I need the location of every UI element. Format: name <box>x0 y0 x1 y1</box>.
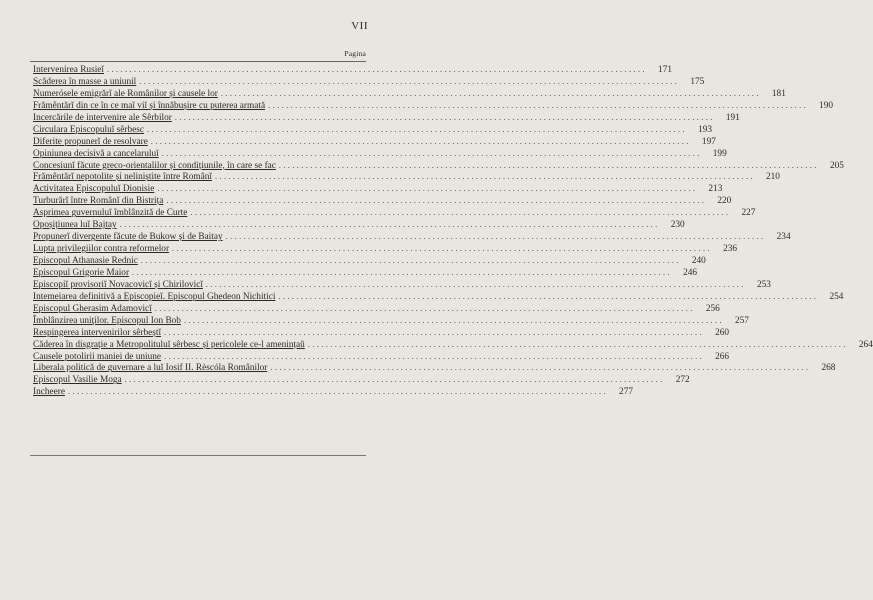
toc-entry-page: 205 <box>829 160 844 171</box>
toc-entry <box>33 100 834 112</box>
dot-leader: ........................................................................................................................ <box>214 172 755 182</box>
bottom-rule <box>30 455 366 456</box>
toc-entry-title: Căderea în disgrație a Metropolituluĭ sêrbesc și pericolele ce-l amenințaŭ <box>33 339 305 350</box>
toc-entry-title: Causele potolirii maniei de uniune <box>33 351 162 362</box>
toc-entry-title: Scăderea în masse a uniunil <box>33 76 137 87</box>
toc-entry <box>33 291 844 303</box>
toc-entry-title: Circulara Episcopuluĭ sêrbesc <box>33 124 145 135</box>
toc-entry-page: 234 <box>776 232 791 243</box>
page-column-heading: Pagina <box>344 49 366 58</box>
dot-leader: ........................................................................................................................ <box>164 351 705 361</box>
dot-leader: ........................................................................................................................ <box>161 148 702 158</box>
toc-entry-title: Episcopul Gherasim Adamovicĭ <box>33 303 152 314</box>
toc-entry <box>33 339 873 351</box>
dot-leader: ........................................................................................................................ <box>205 279 746 289</box>
dot-leader: ........................................................................................................................ <box>150 136 691 146</box>
toc-entry-page: 213 <box>708 184 723 195</box>
toc-entry-page: 253 <box>756 279 771 290</box>
toc-entry-title: Opoșițiunea luĭ Bajtay <box>33 220 117 231</box>
toc-entry-title: Asprimea guvernuluĭ îmblânzită de Curte <box>33 208 188 219</box>
toc-entry-title: Intemeiarea definitivă a Episcopieĭ. Episcopul Ghedeon Nichitici <box>33 291 276 302</box>
toc-entry <box>33 124 713 136</box>
toc-entry <box>33 64 672 76</box>
toc-entry-title: Concesiunĭ făcute greco-orientalilor și condițiunile, în care se fac <box>33 160 276 171</box>
toc-entry-title: Episcopul Grigorie Maior <box>33 267 130 278</box>
toc-entry-page: 181 <box>771 88 786 99</box>
toc-entry <box>33 374 690 386</box>
dot-leader: ........................................................................................................................ <box>183 315 724 325</box>
toc-entry-title: Turburărĭ între Românĭ din Bistrița <box>33 196 164 207</box>
toc-entry <box>33 327 730 339</box>
toc-entry-title: Episcopul Vasilie Moga <box>33 375 122 386</box>
toc-entry <box>33 76 705 88</box>
toc-entry-title: Opiniunea decisivă a cancelaruluĭ <box>33 148 159 159</box>
page-number: VII <box>351 20 368 32</box>
toc-entry-page: 191 <box>725 112 740 123</box>
dot-leader: ........................................................................................................................ <box>139 76 680 86</box>
dot-leader: ........................................................................................................................ <box>119 220 660 230</box>
toc-entry-page: 277 <box>619 387 633 398</box>
toc-entry-title: Intervenirea Rusieĭ <box>33 65 104 75</box>
dot-leader: ........................................................................................................................ <box>164 327 705 337</box>
dot-leader: ........................................................................................................................ <box>190 208 731 218</box>
toc-entry-title: Incercările de intervenire ale Sêrbilor <box>33 112 172 123</box>
toc-entry-page: 256 <box>705 303 720 314</box>
dot-leader: ........................................................................................................................ <box>132 267 673 277</box>
toc-entry <box>33 183 723 195</box>
toc-entry-title: Episcopul Athanasie Rednic <box>33 256 138 266</box>
dot-leader: ........................................................................................................................ <box>225 232 766 242</box>
toc-entry <box>33 195 732 207</box>
dot-leader: ........................................................................................................................ <box>68 387 608 397</box>
dot-leader: ........................................................................................................................ <box>154 303 695 313</box>
toc-entry-title: Incheere <box>33 387 65 398</box>
toc-entry-title: Diferite propunerĭ de resolvare <box>33 136 148 147</box>
toc-entry-title: Activitatea Episcopuluĭ Dionisie <box>33 184 155 195</box>
dot-leader: ........................................................................................................................ <box>220 88 761 98</box>
toc-entry-page: 236 <box>723 244 738 255</box>
toc-entry-page: 254 <box>829 291 844 302</box>
toc-entry <box>33 315 749 327</box>
toc-entry-page: 197 <box>701 136 716 147</box>
dot-leader: ........................................................................................................................ <box>172 244 713 254</box>
toc-entry-page: 193 <box>698 124 713 135</box>
toc-entry <box>33 207 756 219</box>
dot-leader: ........................................................................................................................ <box>124 375 665 385</box>
dot-leader: ........................................................................................................................ <box>307 339 848 349</box>
toc-entry-title: Lupta privilegiilor contra reformelor <box>33 244 170 255</box>
toc-entry <box>33 255 706 267</box>
toc-entry <box>33 386 633 398</box>
toc-entry-title: Liberala politică de guvernare a luĭ Iosif II. Rèscóla Românilor <box>33 363 268 374</box>
toc-entry <box>33 136 716 148</box>
toc-entry-page: 175 <box>690 76 705 87</box>
toc-entry-page: 246 <box>683 267 698 278</box>
toc-entry-page: 257 <box>735 315 749 326</box>
toc-entry-title: Propunerĭ divergente făcute de Bukow și de Baitay <box>33 232 223 243</box>
toc-entry <box>33 160 844 172</box>
toc-entry <box>33 279 771 291</box>
toc-entry-title: Frămêntărĭ nepotolite și neliniștite între Românĭ <box>33 172 212 183</box>
toc-entry <box>33 362 836 374</box>
dot-leader: ........................................................................................................................ <box>166 196 707 206</box>
dot-leader: ........................................................................................................................ <box>268 100 809 110</box>
dot-leader: ........................................................................................................................ <box>147 124 688 134</box>
toc-entry-page: 260 <box>715 327 730 338</box>
toc-entry <box>33 88 786 100</box>
dot-leader: ........................................................................................................................ <box>174 112 715 122</box>
toc-entry <box>33 171 780 183</box>
toc-entry <box>33 243 738 255</box>
toc-entry-page: 171 <box>658 65 672 75</box>
toc-entry-page: 264 <box>858 339 873 350</box>
toc-entry-page: 199 <box>712 148 727 159</box>
toc-entry <box>33 148 727 160</box>
toc-entry-page: 227 <box>741 208 756 219</box>
heading-rule <box>30 61 366 62</box>
toc-entry-title: Frămêntărĭ din ce în ce maĭ viĭ și înnăbușire cu puterea armată <box>33 100 266 111</box>
dot-leader: ........................................................................................................................ <box>270 363 811 373</box>
toc-entry-page: 230 <box>670 220 685 231</box>
toc-entry <box>33 219 685 231</box>
toc-entry <box>33 303 720 315</box>
dot-leader: ........................................................................................................................ <box>278 291 819 301</box>
dot-leader: ........................................................................................................................ <box>140 256 681 265</box>
toc-entry <box>33 351 730 363</box>
toc-entry <box>33 267 698 279</box>
toc-entry-page: 272 <box>675 375 690 386</box>
dot-leader: ........................................................................................................................ <box>157 184 698 194</box>
toc-entry <box>33 112 740 124</box>
toc-entry-page: 268 <box>821 363 836 374</box>
toc-entry-page: 240 <box>691 256 706 266</box>
toc-entry-page: 266 <box>715 351 730 362</box>
toc-entry-page: 210 <box>765 172 780 183</box>
toc-entry-title: Episcopiĭ provisoriĭ Novacovicĭ și Chirilovicĭ <box>33 279 203 290</box>
toc-entry-page: 190 <box>819 100 834 111</box>
toc-entry <box>33 231 791 243</box>
toc-entry-title: Respingerea intervenirilor sêrbeștĭ <box>33 327 162 338</box>
toc-entry-title: Numerósele emigrărĭ ale Românilor și causele lor <box>33 88 218 99</box>
toc-entry-page: 220 <box>717 196 732 207</box>
toc-entry-title: Îmblânzirea uniţilor. Episcopul Ion Bob <box>33 315 181 326</box>
dot-leader: ........................................................................................................................ <box>278 160 819 170</box>
table-of-contents <box>33 64 873 398</box>
dot-leader: ........................................................................................................................ <box>107 65 647 74</box>
